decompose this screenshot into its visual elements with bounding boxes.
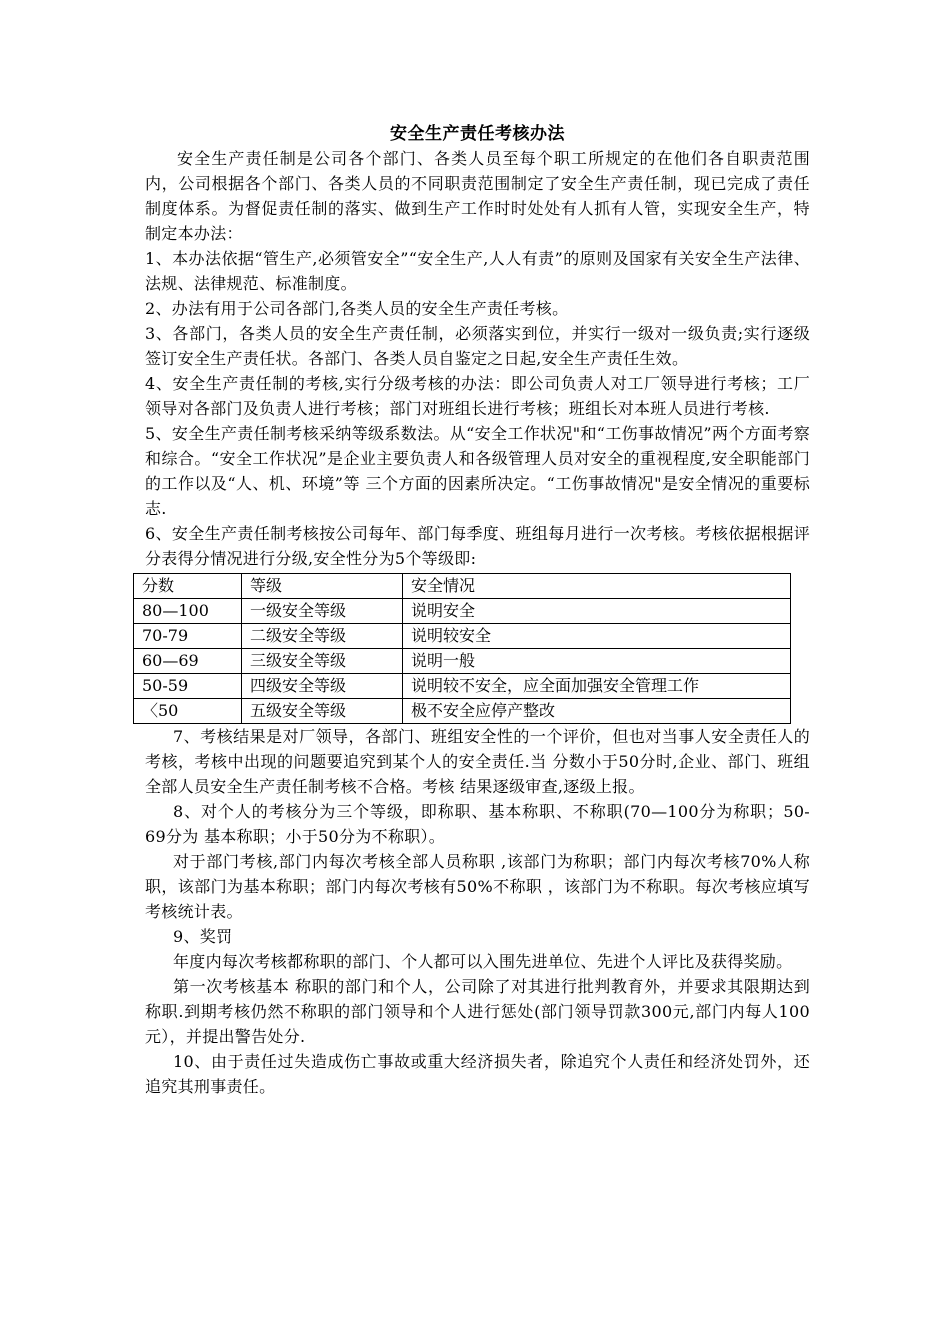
table-cell: 60—69: [134, 649, 242, 674]
table-row: [134, 699, 791, 724]
table-header-row: [134, 574, 791, 599]
table-row: [134, 624, 791, 649]
table-cell: 二级安全等级: [242, 624, 403, 649]
table-row: [134, 649, 791, 674]
intro-paragraph: 安全生产责任制是公司各个部门、各类人员至每个职工所规定的在他们各自职责范围内，公司根据各个部门、各类人员的不同职责范围制定了安全生产责任制，现已完成了责任制度体系。为督促责任制的落实、做到生产工作时时处处有人抓有人管，实现安全生产，特制定本办法：: [145, 149, 810, 243]
clause-10: 10、由于责任过失造成伤亡事故或重大经济损失者，除追究个人责任和经济处罚外，还追究其刑事责任。: [145, 1052, 810, 1096]
grade-table: [133, 573, 791, 724]
clause-5: 5、安全生产责任制考核采纳等级系数法。从“安全工作状况"和“工伤事故情况”两个方面考察和综合。“安全工作状况”是企业主要负责人和各级管理人员对安全的重视程度,安全职能部门的工作以及“人、机、环境”等 三个方面的因素所决定。“工伤事故情况"是安全情况的重要标志.: [145, 424, 810, 518]
table-cell: 极不安全应停产整改: [403, 699, 791, 724]
table-header-cell: 分数: [134, 574, 242, 599]
clause-6: 6、安全生产责任制考核按公司每年、部门每季度、班组每月进行一次考核。考核依据根据评分表得分情况进行分级,安全性分为5个等级即:: [145, 524, 810, 568]
table-cell: 说明较安全: [403, 624, 791, 649]
table-header-cell: 等级: [242, 574, 403, 599]
clause-4: 4、安全生产责任制的考核,实行分级考核的办法：即公司负责人对工厂领导进行考核；工厂领导对各部门及负责人进行考核；部门对班组长进行考核；班组长对本班人员进行考核.: [145, 374, 810, 418]
table-cell: 说明较不安全，应全面加强安全管理工作: [403, 674, 791, 699]
table-cell: 四级安全等级: [242, 674, 403, 699]
clause-8: 8、对个人的考核分为三个等级，即称职、基本称职、不称职(70—100分为称职；50-69分为 基本称职；小于50分为不称职）。: [145, 802, 810, 846]
table-cell: 说明一般: [403, 649, 791, 674]
clause-1: 1、本办法依据“管生产,必须管安全”“安全生产,人人有责”的原则及国家有关安全生产法律、法规、法律规范、标准制度。: [145, 249, 810, 293]
document-page: [142, 118, 810, 1099]
clause-2: 2、办法有用于公司各部门,各类人员的安全生产责任考核。: [145, 299, 569, 318]
table-cell: 一级安全等级: [242, 599, 403, 624]
clause-8-department: 对于部门考核,部门内每次考核全部人员称职 ,该部门为称职；部门内每次考核70%人称职，该部门为基本称职；部门内每次考核有50%不称职 ，该部门为不称职。每次考核应填写考核统计表。: [145, 852, 810, 921]
table-cell: 三级安全等级: [242, 649, 403, 674]
table-cell: 70-79: [134, 624, 242, 649]
table-row: [134, 674, 791, 699]
table-cell: 80—100: [134, 599, 242, 624]
table-cell: 〈50: [134, 699, 242, 724]
clause-3: 3、各部门，各类人员的安全生产责任制，必须落实到位，并实行一级对一级负责;实行逐级签订安全生产责任状。各部门、各类人员自鉴定之日起,安全生产责任生效。: [145, 324, 810, 368]
table-cell: 说明安全: [403, 599, 791, 624]
table-cell: 五级安全等级: [242, 699, 403, 724]
clause-9-reward: 年度内每次考核都称职的部门、个人都可以入围先进单位、先进个人评比及获得奖励。: [173, 952, 793, 971]
table-header-cell: 安全情况: [403, 574, 791, 599]
table-cell: 50-59: [134, 674, 242, 699]
document-title: 安全生产责任考核办法: [390, 124, 565, 144]
table-row: [134, 599, 791, 624]
clause-7: 7、考核结果是对厂领导，各部门、班组安全性的一个评价，但也对当事人安全责任人的考核，考核中出现的问题要追究到某个人的安全责任.当 分数小于50分时,企业、部门、班组全部人员安全生产责任制考核不合格。考核 结果逐级审查,逐级上报。: [145, 727, 810, 796]
clause-9-heading: 9、奖罚: [173, 927, 233, 946]
clause-9-penalty: 第一次考核基本 称职的部门和个人，公司除了对其进行批判教育外，并要求其限期达到称职.到期考核仍然不称职的部门领导和个人进行惩处(部门领导罚款300元,部门内每人100元），并提出警告处分.: [145, 977, 810, 1046]
